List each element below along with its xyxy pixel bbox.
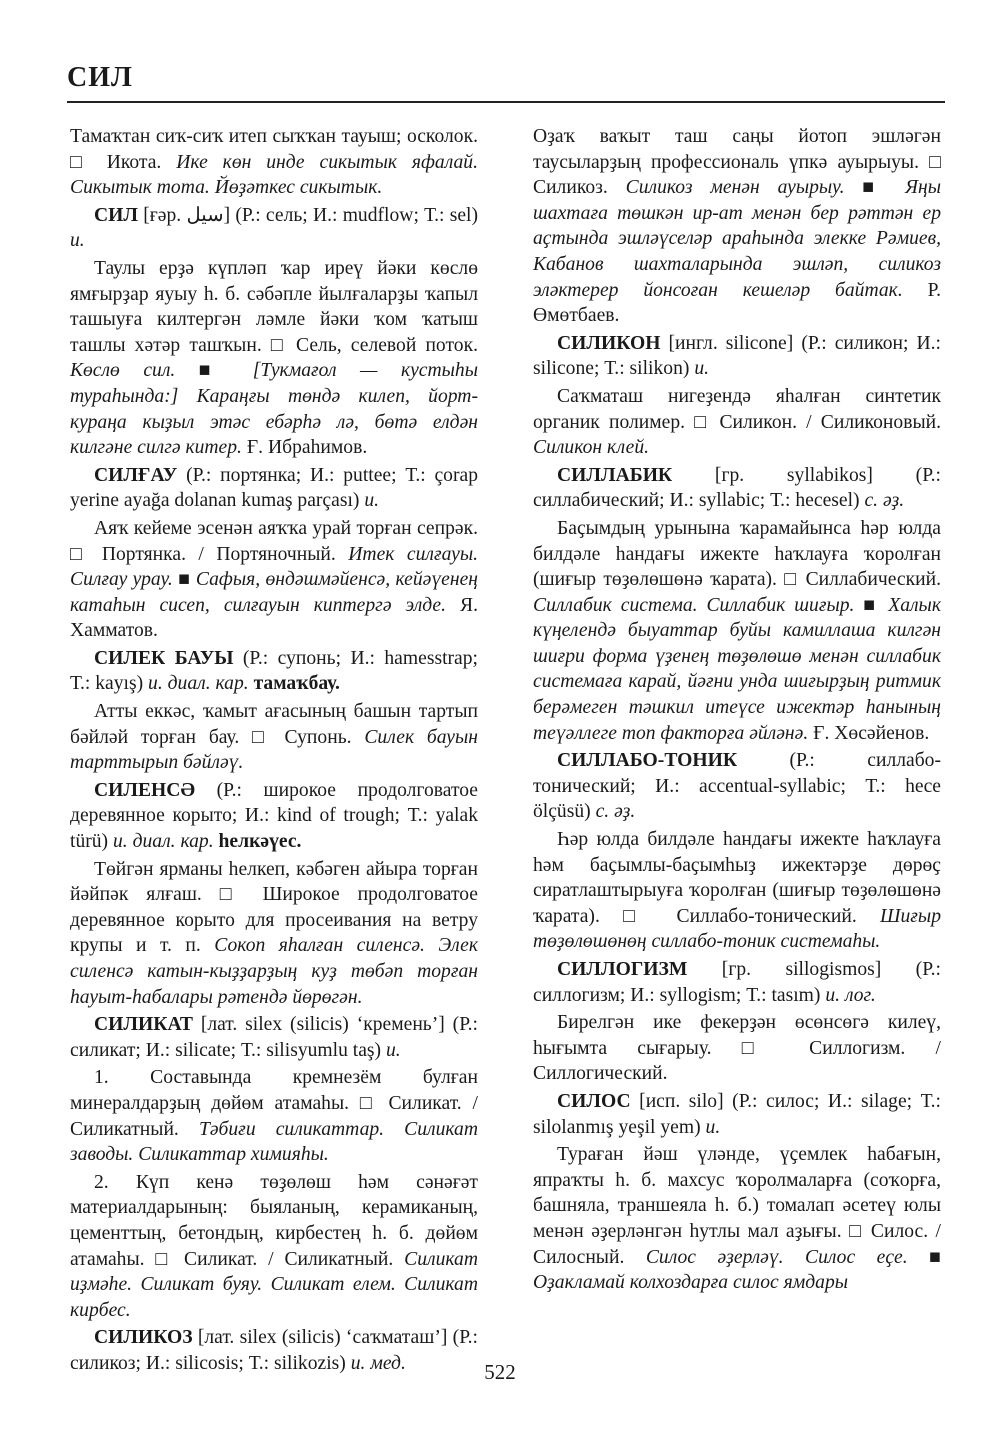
usage-examples: Силикоз менән ауырыу. ■ Яңы шахтаға төшкән ир-ат менән бер рәттән ер аҫтында эшләүселәр араһында элекке Рәмиев, Кабанов шахталарында эшләп, силикоз эләктерер йонсоған кешеләр байтак. xyxy=(533,177,941,301)
headword: СИЛЛОГИЗМ xyxy=(557,959,688,980)
entry-definition xyxy=(533,124,941,329)
definition-text: Төйгән ярманы һелкеп, кәбәген айыра торған йәйпәк ялғаш. □ Широкое продолговатое деревянное корыто для просеивания на ветру крупы и т. п. xyxy=(70,858,478,957)
usage-examples: Силикон клей. xyxy=(533,437,650,459)
headword: СИЛОС xyxy=(557,1090,631,1112)
etymology: (Р.: портянка; И.: puttee; Т.: çorap yerine ayağa dolanan kumaş parçası) xyxy=(70,464,478,512)
headword: СИЛЛАБИК xyxy=(557,464,673,486)
grammar-label: и. xyxy=(386,1039,401,1061)
etymology: [лат. silex (silicis) ‘саҡматаш’] (Р.: силикоз; И.: silicosis; Т.: silikozis) xyxy=(70,1327,478,1374)
dictionary-entry xyxy=(70,646,478,697)
entry-definition xyxy=(533,384,941,461)
dictionary-entry xyxy=(533,957,941,1008)
etymology: [ғәр. سيل] (Р.: сель; И.: mudflow; Т.: sel) xyxy=(143,204,478,226)
grammar-label: и. диал. кар. xyxy=(148,673,249,695)
right-column xyxy=(533,124,941,1298)
dictionary-entry xyxy=(70,778,478,855)
cross-reference: тамаҡбау. xyxy=(253,673,340,695)
etymology: [исп. silo] (Р.: силос; И.: silage; Т.: silolanmış yeşil yem) xyxy=(533,1090,941,1138)
usage-examples: Силикат иҙмәһе. Силикат буяу. Силикат елем. Силикат кирбес. xyxy=(70,1248,478,1321)
definition-text: 2. Күп кенә төҙөлөш һәм сәнәғәт материалдарының: быяланың, керамиканың, цементтың, бетондың, кирбестең һ. б. дөйөм атамаһы. □ Силикат. / Силикатный. xyxy=(70,1171,478,1270)
etymology: [ингл. silicone] (Р.: силикон; И.: silicone; Т.: silikon) xyxy=(533,332,941,380)
entry-definition xyxy=(533,1142,941,1296)
headword: СИЛЕК БАУЫ xyxy=(94,647,234,669)
definition-text: Саҡматаш нигеҙендә яһалған синтетик органик полимер. □ Силикон. / Силиконовый. xyxy=(533,385,941,433)
usage-examples: Силек бауын тарттырып бәйләү. xyxy=(70,726,478,774)
dictionary-entry xyxy=(533,1089,941,1140)
page-number: 522 xyxy=(484,1360,516,1384)
entry-definition xyxy=(70,256,478,461)
definition-text: Бирелгән ике фекерҙән өсөнсөгә килеү, һығымта сығарыу. □ Силлогизм. / Силлогический. xyxy=(533,1012,941,1085)
left-column xyxy=(70,124,478,1379)
dictionary-entry xyxy=(533,463,941,514)
definition-text: Оҙаҡ ваҡыт таш саңы йотоп эшләгән таусыларҙың профессиональ үпкә ауырыуы. □ Силикоз. xyxy=(533,126,941,199)
headword: СИЛ xyxy=(94,204,138,226)
headword: СИЛЛАБО-ТОНИК xyxy=(557,750,738,772)
entry-definition xyxy=(70,1170,478,1324)
citation-author: Ғ. Хөсәйенов. xyxy=(813,722,930,744)
grammar-label: с. әҙ. xyxy=(864,490,905,512)
etymology: [гр. syllabikos] (Р.: силлабический; И.: syllabic; Т.: hecesel) xyxy=(533,464,941,512)
etymology: [гр. sillogismos] (Р.: силлогизм; И.: syllogism; Т.: tasım) xyxy=(533,959,941,1006)
usage-examples: Ике көн инде сикытык яфалай. Сикытык тота. Йөҙәткес сикытык. xyxy=(70,151,479,199)
definition-text: Таулы ерҙә күпләп ҡар иреү йәки көслө ямғырҙар яуыу һ. б. сәбәпле йылғаларҙы ҡапыл ташыуға килтергән ләмле йәки ҡом ҡатыш ташлы хәтәр ташҡын. □ Сель, селевой поток. xyxy=(70,257,478,356)
etymology: (Р.: силлабо-тонический; И.: accentual-syllabic; Т.: hece ölçüsü) xyxy=(533,750,941,823)
entry-definition xyxy=(533,1010,941,1087)
headword: СИЛЕНСӘ xyxy=(94,779,195,801)
citation-author: Ғ. Ибраһимов. xyxy=(246,437,368,459)
definition-text: Атты еккәс, ҡамыт ағасының башын тартып бәйләй торған бау. □ Супонь. xyxy=(70,701,478,748)
grammar-label: и. xyxy=(705,1116,721,1138)
etymology: [лат. silex (silicis) ‘кремень’] (Р.: силикат; И.: silicate; Т.: silisyumlu taş) xyxy=(70,1014,478,1061)
headword: СИЛҒАУ xyxy=(94,464,178,486)
citation-author: Р. Өмөтбаев. xyxy=(533,279,941,327)
grammar-label: с. әҙ. xyxy=(595,801,636,823)
grammar-label: и. xyxy=(364,490,380,512)
running-head: СИЛ xyxy=(67,62,133,93)
usage-examples: Силлабик система. Силлабик шиғыр. ■ Халык күңелендә быуаттар буйы камиллаша килгән шиғри форма үҙенең төҙөлөшө менән силлабик системаға карай, йәғни унда шиғырҙың ритмик берәмеген тәшкил итеүсе ижектәр һанының теүәллеге топ факторға әйләнә. xyxy=(533,594,941,744)
usage-examples: Сокоп яһалған силенсә. Элек силенсә катын-кыҙҙарҙың куҙ төбәп торған һауыт-һабалары рәтендә йөрөгән. xyxy=(70,935,478,1008)
grammar-label: и. мед. xyxy=(350,1352,406,1374)
headword: СИЛИКОН xyxy=(557,332,661,354)
definition-text: Тураған йәш үләнде, үҫемлек һабағын, япраҡты һ. б. махсус ҡоролмаларға (соҡорға, башняла, траншеяла һ. б.) томалап әсетеү юлы менән әҙерләнгән һутлы мал аҙығы. □ Силос. / Силосный. xyxy=(533,1144,941,1268)
dictionary-entry xyxy=(70,1012,478,1063)
dictionary-entry xyxy=(533,748,941,825)
cross-reference: һелкәүес. xyxy=(218,831,302,853)
usage-examples: Шиғыр төҙөлөшөнөң силлабо-тоник системаһы. xyxy=(533,905,941,953)
grammar-label: и. диал. кар. xyxy=(113,831,214,853)
definition-text: Һәр юлда билдәле һандағы ижекте һаҡлауға һәм баҫымлы-баҫымһыҙ ижектәрҙе дөрөҫ сиратлаштырыуға ҡоролған (шиғыр төҙөлөшөнә ҡарата). □ Силлабо-тонический. xyxy=(533,829,941,927)
dictionary-entry xyxy=(533,331,941,382)
etymology: (Р.: супонь; И.: hamesstrap; Т.: kayış) xyxy=(70,647,478,695)
entry-definition xyxy=(533,827,941,955)
dictionary-entry xyxy=(70,463,478,514)
dictionary-entry xyxy=(70,203,478,254)
header-rule xyxy=(67,101,945,103)
definition-text: Аяҡ кейеме эсенән аяҡҡа урай торған сепрәк. □ Портянка. / Портяночный. xyxy=(70,517,478,565)
entry-definition xyxy=(70,699,478,776)
usage-examples: Көслө сил. ■ [Тукмағол — кустыһы тураһында:] Караңғы төндә килеп, йорт-кураңа кыҙыл этәс ебәрһә лә, бөтә елдән килгәне силгә китер. xyxy=(70,360,478,459)
entry-definition xyxy=(70,857,478,1011)
definition-text: Баҫымдың урынына ҡарамайынса һәр юлда билдәле һандағы ижекте һаҡлауға ҡоролған (шиғыр төҙөлөшөнә ҡарата). □ Силлабический. xyxy=(533,517,941,591)
grammar-label: и. xyxy=(694,358,710,380)
headword: СИЛИКАТ xyxy=(94,1014,193,1036)
citation-author: Я. Хамматов. xyxy=(70,594,478,642)
etymology: (Р.: широкое продолговатое деревянное корыто; И.: kind of trough; Т.: yalak türü) xyxy=(70,779,478,853)
usage-examples: Силос әҙерләү. Силос еҫе. ■ Оҙакламай колхоздарға силос ямдары xyxy=(533,1246,941,1294)
headword: СИЛИКОЗ xyxy=(94,1327,193,1349)
grammar-label: и. лог. xyxy=(825,984,876,1006)
grammar-label: и. xyxy=(70,230,85,252)
entry-definition xyxy=(533,516,941,746)
definition-text: Тамаҡтан сиҡ-сиҡ итеп сыҡҡан тауыш; осколок. □ Икота. xyxy=(70,126,478,173)
definition-text: 1. Составында кремнезём булған минералдарҙың дөйөм атамаһы. □ Силикат. / Силикатный. xyxy=(70,1067,478,1140)
entry-definition xyxy=(70,516,478,644)
usage-examples: Итек силғауы. Силғау урау. ■ Сафыя, өндәшмәйенсә, кейәүенең катаһын сисеп, силғауын киптергә элде. xyxy=(70,543,478,616)
usage-examples: Тәбиғи силикаттар. Силикат заводы. Силикаттар химияһы. xyxy=(70,1118,478,1166)
entry-definition xyxy=(70,124,478,201)
entry-definition xyxy=(70,1065,478,1167)
